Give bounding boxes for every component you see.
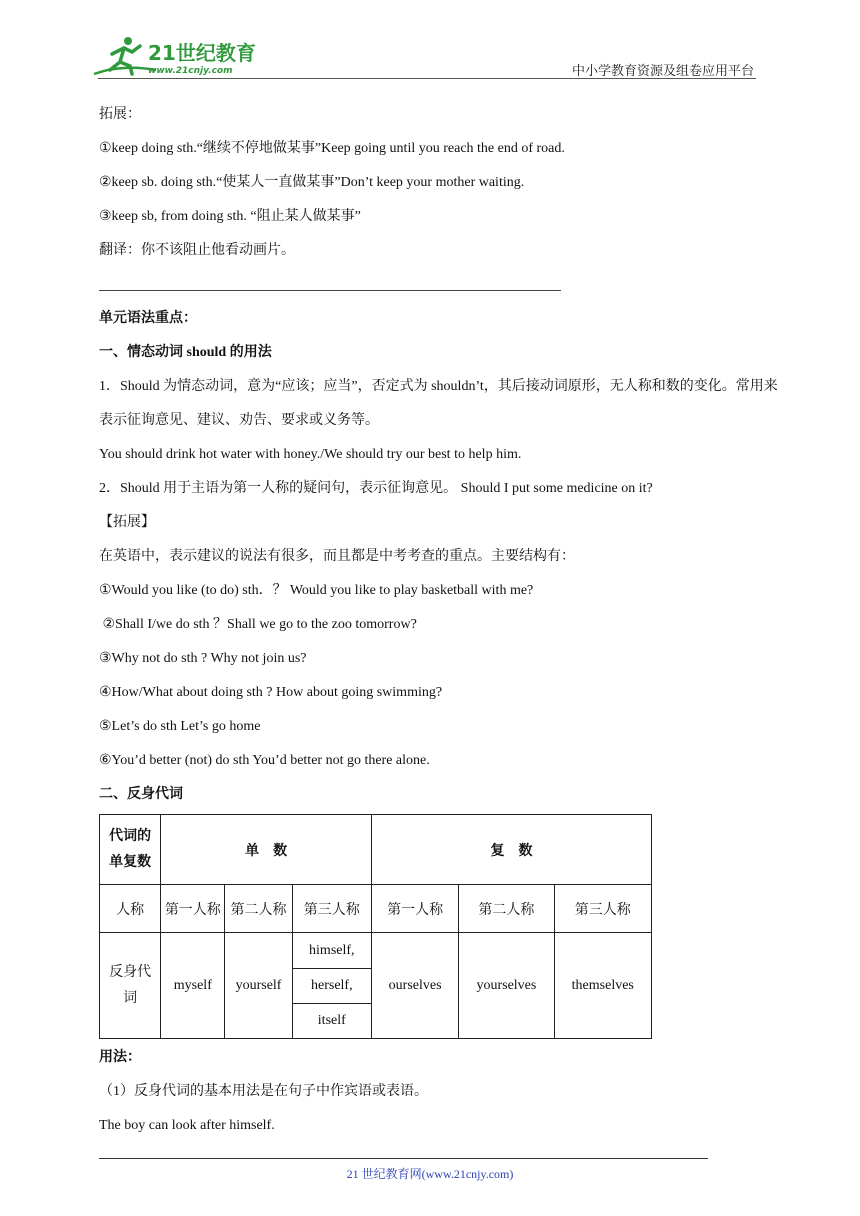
- table-reflexive-label: 反身代 词: [100, 933, 161, 1039]
- page-header: [0, 0, 860, 82]
- should-example: You should drink hot water with honey./We should try our best to help him.: [99, 447, 522, 462]
- table-header-singular: 单 数: [161, 815, 372, 885]
- extension-label: 拓展：: [99, 107, 141, 122]
- suggestion-4: ④How/What about doing sth ? How about going swimming?: [99, 685, 443, 700]
- grammar-heading: 单元语法重点：: [99, 311, 197, 326]
- extension-bracket-heading: 【拓展】: [99, 515, 155, 530]
- table-header-number: 代词的 单复数: [100, 815, 161, 885]
- footer-rule: [99, 1158, 708, 1159]
- suggestion-3: ③Why not do sth ? Why not join us?: [99, 651, 307, 666]
- table-singular-first: 第一人称: [161, 885, 225, 933]
- header-rule: [98, 78, 756, 79]
- translation-prompt: 翻译：你不该阻止他看动画片。: [99, 243, 295, 258]
- usage-rule-1: （1）反身代词的基本用法是在句子中作宾语或表语。: [99, 1084, 428, 1099]
- reflexive-pronoun-table: [99, 814, 652, 1039]
- platform-name: 中小学教育资源及组卷应用平台: [571, 63, 754, 78]
- usage-heading: 用法：: [99, 1050, 141, 1065]
- table-herself: herself,: [292, 969, 371, 1004]
- svg-text:www.21cnjy.com: www.21cnjy.com: [148, 66, 233, 76]
- footer-source: 21 世纪教育网(www.21cnjy.com): [346, 1167, 514, 1181]
- suggestion-1: ①Would you like (to do) sth．？ Would you like to play basketball with me?: [99, 583, 534, 598]
- svg-text:21世纪教育: 21世纪教育: [148, 41, 256, 65]
- table-plural-third: 第三人称: [554, 885, 651, 933]
- table-singular-third: 第三人称: [292, 885, 371, 933]
- keep-usage-3: ③keep sb, from doing sth. “阻止某人做某事”: [99, 209, 361, 224]
- document-body: [99, 98, 779, 1143]
- table-plural-second: 第二人称: [459, 885, 554, 933]
- section-heading-reflexive: 二、反身代词: [99, 787, 183, 802]
- runner-logo-icon: [92, 34, 262, 78]
- section-heading-should: 一、情态动词 should 的用法: [99, 345, 272, 360]
- keep-usage-2: ②keep sb. doing sth.“使某人一直做某事”Don’t keep your mother waiting.: [99, 175, 525, 190]
- table-yourselves: yourselves: [459, 933, 554, 1039]
- table-itself: itself: [292, 1004, 371, 1039]
- table-header-plural: 复 数: [371, 815, 651, 885]
- table-themselves: themselves: [554, 933, 651, 1039]
- should-rule-1: 1．Should 为情态动词，意为“应该；应当”，否定式为 shouldn’t，其后接动词原形，无人称和数的变化。常用来表示征询意见、建议、劝告、要求或义务等。: [99, 379, 778, 428]
- should-rule-2: 2．Should 用于主语为第一人称的疑问句，表示征询意见。 Should I put some medicine on it?: [99, 481, 653, 496]
- table-yourself: yourself: [225, 933, 292, 1039]
- table-plural-first: 第一人称: [371, 885, 458, 933]
- table-person-label: 人称: [100, 885, 161, 933]
- table-singular-second: 第二人称: [225, 885, 292, 933]
- suggestion-6: ⑥You’d better (not) do sth You’d better not go there alone.: [99, 753, 430, 768]
- table-myself: myself: [161, 933, 225, 1039]
- suggestion-2: ②Shall I/we do sth ？Shall we go to the zoo tomorrow?: [99, 617, 417, 632]
- suggestion-intro: 在英语中，表示建议的说法有很多，而且都是中考考查的重点。主要结构有：: [99, 549, 575, 564]
- usage-example-1: The boy can look after himself.: [99, 1118, 275, 1133]
- suggestion-5: ⑤Let’s do sth Let’s go home: [99, 719, 261, 734]
- table-ourselves: ourselves: [371, 933, 458, 1039]
- keep-usage-1: ①keep doing sth.“继续不停地做某事”Keep going until you reach the end of road.: [99, 141, 565, 156]
- answer-blank-line: [99, 290, 561, 291]
- table-himself: himself,: [292, 933, 371, 969]
